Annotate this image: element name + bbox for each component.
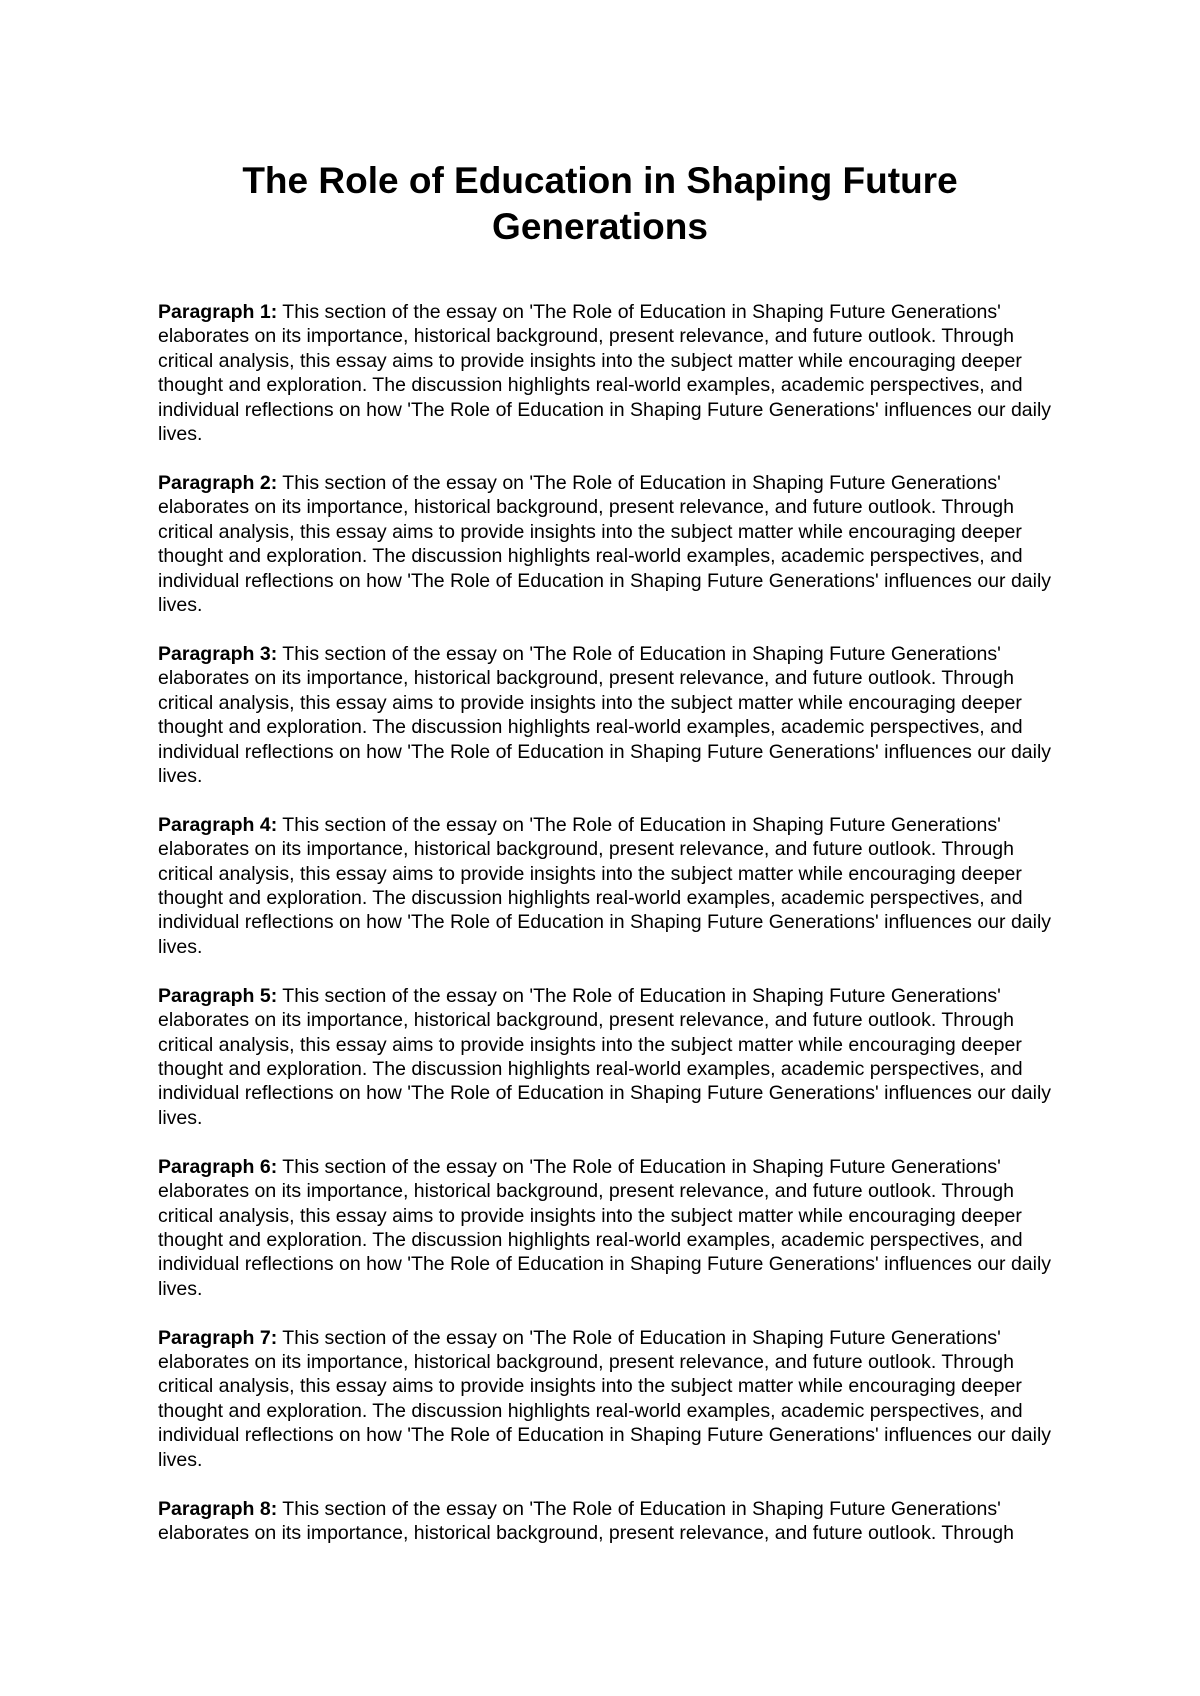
paragraph bbox=[158, 1155, 1058, 1301]
paragraph bbox=[158, 813, 1058, 959]
paragraph-text: This section of the essay on 'The Role of Education in Shaping Future Generations' elaborates on its importance, historical background, present relevance, and future outlook. Through critical analysis, this essay aims to provide insights into the subject matter while encouraging deeper thought and exploration. The discussion highlights real-world examples, academic perspectives, and individual reflections on how 'The Role of Education in Shaping Future Generations' influences our daily lives. bbox=[158, 813, 1052, 958]
paragraph bbox=[158, 1497, 1058, 1546]
paragraph bbox=[158, 642, 1058, 788]
paragraph bbox=[158, 984, 1058, 1130]
document-body bbox=[158, 300, 1058, 1570]
paragraph-label: Paragraph 5: bbox=[158, 984, 278, 1007]
paragraph-label: Paragraph 1: bbox=[158, 301, 278, 323]
paragraph-label: Paragraph 4: bbox=[158, 813, 278, 836]
paragraph-label: Paragraph 2: bbox=[158, 471, 278, 494]
paragraph bbox=[158, 471, 1058, 617]
paragraph-label: Paragraph 6: bbox=[158, 1155, 278, 1178]
paragraph-label: Paragraph 7: bbox=[158, 1326, 278, 1349]
paragraph-text: This section of the essay on 'The Role of Education in Shaping Future Generations' elaborates on its importance, historical background, present relevance, and future outlook. Through critical analysis, this essay aims to provide insights into the subject matter while encouraging deeper thought and exploration. The discussion highlights real-world examples, academic perspectives, and individual reflections on how 'The Role of Education in Shaping Future Generations' influences our daily lives. bbox=[158, 471, 1052, 616]
paragraph-text: This section of the essay on 'The Role of Education in Shaping Future Generations' elaborates on its importance, historical background, present relevance, and future outlook. Through critical analysis, this essay aims to provide insights into the subject matter while encouraging deeper thought and exploration. The discussion highlights real-world examples, academic perspectives, and individual reflections on how 'The Role of Education in Shaping Future Generations' influences our daily lives. bbox=[158, 1155, 1052, 1300]
paragraph-text: This section of the essay on 'The Role of Education in Shaping Future Generations' elaborates on its importance, historical background, present relevance, and future outlook. Through critical analysis, this essay aims to provide insights into the subject matter while encouraging deeper thought and exploration. The discussion highlights real-world examples, academic perspectives, and individual reflections on how 'The Role of Education in Shaping Future Generations' influences our daily lives. bbox=[158, 301, 1052, 446]
paragraph-label: Paragraph 8: bbox=[158, 1497, 278, 1520]
paragraph-text: This section of the essay on 'The Role of Education in Shaping Future Generations' elaborates on its importance, historical background, present relevance, and future outlook. Through critical analysis, this essay aims to provide insights into the subject matter while encouraging deeper thought and exploration. The discussion highlights real-world examples, academic perspectives, and individual reflections on how 'The Role of Education in Shaping Future Generations' influences our daily lives. bbox=[158, 642, 1052, 787]
paragraph bbox=[158, 1326, 1058, 1472]
paragraph-text: This section of the essay on 'The Role of Education in Shaping Future Generations' elaborates on its importance, historical background, present relevance, and future outlook. Through bbox=[158, 1497, 1014, 1544]
paragraph bbox=[158, 300, 1058, 446]
paragraph-text: This section of the essay on 'The Role of Education in Shaping Future Generations' elaborates on its importance, historical background, present relevance, and future outlook. Through critical analysis, this essay aims to provide insights into the subject matter while encouraging deeper thought and exploration. The discussion highlights real-world examples, academic perspectives, and individual reflections on how 'The Role of Education in Shaping Future Generations' influences our daily lives. bbox=[158, 1326, 1052, 1471]
document-title: The Role of Education in Shaping Future Generations bbox=[242, 160, 958, 247]
paragraph-text: This section of the essay on 'The Role of Education in Shaping Future Generations' elaborates on its importance, historical background, present relevance, and future outlook. Through critical analysis, this essay aims to provide insights into the subject matter while encouraging deeper thought and exploration. The discussion highlights real-world examples, academic perspectives, and individual reflections on how 'The Role of Education in Shaping Future Generations' influences our daily lives. bbox=[158, 984, 1052, 1129]
paragraph-label: Paragraph 3: bbox=[158, 642, 278, 665]
